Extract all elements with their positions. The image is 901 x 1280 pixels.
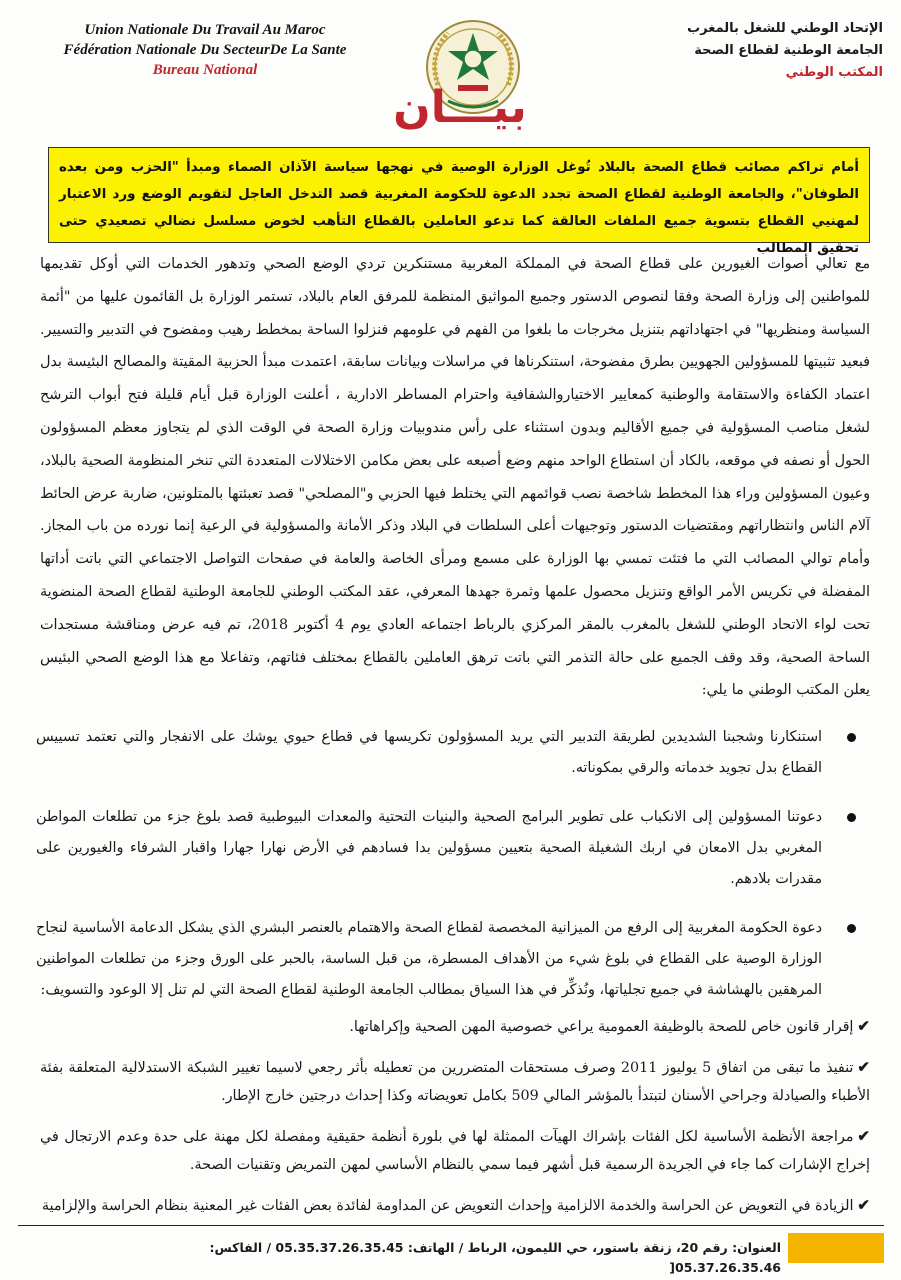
header-fr-federation: Fédération Nationale Du SecteurDe La Sante	[63, 42, 347, 58]
footer-divider	[18, 1225, 884, 1226]
check-item	[40, 1122, 870, 1179]
bullet-item	[36, 913, 870, 1006]
demands-checklist	[40, 1012, 870, 1232]
header-fr-union: Union Nationale Du Travail Au Maroc	[84, 22, 326, 38]
footer-accent-bar	[788, 1233, 884, 1263]
bullet-text: دعوة الحكومة المغربية إلى الرفع من الميزانية المخصصة لقطاع الصحة والاهتمام بالعنصر البشري الذي يشكل الدعامة الأساسية لنجاح الوزارة الوصية على القطاع في بلوغ شيء من الأهداف المسطرة، من قبل الساسة، بالحبر على الورق وجزء من تطلعات المواطنين المرهقين بالهشاشة في جميع تجلياتها، ونُذكِّر في هذا السياق بمطالب الجامعة الوطنية لقطاع الصحة التي لم تنل إلا الوعود والتسويف:	[36, 920, 822, 998]
check-text: مراجعة الأنظمة الأساسية لكل الفئات بإشراك الهيآت الممثلة لها في بلورة أنظمة حقيقية ومفصلة لكل مهنة على حدة وعدم الارتجال في إخراج الإشارات كما جاء في الجريدة الرسمية قبل أشهر فيما سمي بالنظام الأساسي لمهن التمريض وتقنيات الصحة.	[40, 1129, 870, 1173]
header-fr-bureau: Bureau National	[152, 62, 258, 78]
bullet-list	[36, 722, 870, 1024]
check-text: الزيادة في التعويض عن الحراسة والخدمة الالزامية وإحداث التعويض عن المداومة لفائدة بعض الفئات غير المعنية بنظام الحراسة والإلزامية	[41, 1198, 854, 1214]
bullet-item	[36, 802, 870, 895]
header-ar-union: الإتحاد الوطني للشغل بالمغرب	[687, 21, 883, 36]
footer-address: العنوان: رقم 20، زنقة باستور، حي الليمون، الرباط / الهاتف: 05.35.37.26.35.45 / الفاكس: 05.37.26.35.46[	[209, 1240, 781, 1275]
statement-paragraph: مع تعالي أصوات الغيورين على قطاع الصحة في المملكة المغربية مستنكرين تردي الوضع الصحي وتدهور الخدمات التي أوكل تقديمها للمواطنين إلى وزارة الصحة وفقا لنصوص الدستور وجميع المواثيق المنظمة للمرفق العام بالبلاد، تستمر الوزارة بل القائمون عليها من "أئمة السياسة ومنظريها" في اجتهاداتهم بتنزيل مخرجات ما بلغوا من الفهم في علومهم فنزلوا الساحة بمخطط رهيب ومفضوح في التدبير والتسيير. فبعيد تثبيتها للمسؤولين الجهويين بطرق مفضوحة، استنكرناها في مراسلات وبيانات سابقة، اعتمدت مبدأ الحزبية المقيتة والمصالح البئيسة بدل اعتماد الكفاءة والاستقامة والوطنية كمعايير الاختياروالشفافية واحترام المساطر الادارية ، أعلنت الوزارة قبل أيام قليلة فتح أبواب الترشح لشغل مناصب المسؤولية في جميع الأقاليم وبدون استثناء على رأس مندوبيات وزارة الصحة في الوقت الذي لم يتجاوز معظم المسؤولون الحول أو نصفه في موقعه، بالكاد أن استطاع الواحد منهم وضع أصبعه على بعض مكامن الاختلالات المتعددة التي تنخر المنظومة الصحية بالبلاد، وعيون المسؤولين وراء هذا المخطط شاخصة نصب قوائمهم التي يختلط فيها الحزبي و"المصلحي" قصد تعبئتها بالمتلونين، ضاربة عرض الحائط آلام الناس وانتظاراتهم ومقتضيات الدستور وتوجيهات أعلى السلطات في البلاد وذكر الأمانة والمسؤولية في الرعية إنما نورده من باب المجاز. وأمام توالي المصائب التي ما فتئت تمسي بها الوزارة على مسمع ومرأى الخاصة والعامة في صفحات التواصل الاجتماعي التي باتت أداتها المفضلة في تكريس الأمر الواقع وتنزيل محصول علمها وثمرة جهدها المعرفي، عقد المكتب الوطني للجامعة الوطنية لقطاع الصحة المنضوية تحت لواء الاتحاد الوطني للشغل بالمغرب بالمقر المركزي بالرباط اجتماعه العادي يوم 4 أكتوبر 2018، تم فيه عرض ومناقشة مستجدات الساحة الصحية، وقد وقف الجميع على حالة التذمر التي باتت ترهق العاملين بالقطاع بمختلف فئاتهم، وتفاعلا مع هذا الوضع الصحي البئيس يعلن المكتب الوطني ما يلي:	[40, 256, 871, 699]
bullet-text: دعوتنا المسؤولين إلى الانكباب على تطوير البرامج الصحية والبنيات التحتية والمعدات البيوطبية قصد بلوغ جزء من تطلعات المواطن المغربي بدل الامعان في اربك الشغيلة الصحية بتعيين مسؤولين بدا فسادهم في الأرض نهارا جهارا واقبار الشرفاء والغيورين على مقدرات بلادهم.	[36, 809, 822, 887]
check-text: تنفيذ ما تبقى من اتفاق 5 يوليوز 2011 وصرف مستحقات المتضررين من تعطيله بأثر رجعي لاسيما تغيير الشبكة الاستدلالية المتعلقة بفئة الأطباء والصيادلة وجراحي الأسنان لتبتدأ بالمؤشر المالي 509 بكامل تعويضاته وكذا إحداث درجتين خارج الإطار.	[40, 1060, 870, 1104]
highlight-summary-box: أمام تراكم مصائب قطاع الصحة بالبلاد تُوغل الوزارة الوصية في نهجها سياسة الآذان الصماء ومبدأ "الحزب ومن بعده الطوفان"، والجامعة الوطنية لقطاع الصحة تجدد الدعوة للحكومة المغربية قصد التدخل العاجل لتقويم الوضع ورد الاعتبار لمهنيي القطاع بتسوية جميع الملفات العالقة كما تدعو العاملين بالقطاع التأهب لخوض مسلسل نضالي تصعيدي حتى تحقيق المطالب	[48, 147, 870, 243]
check-item	[40, 1191, 870, 1220]
check-item	[40, 1012, 870, 1041]
bullet-dot-icon	[847, 924, 856, 933]
header-arabic	[633, 18, 883, 84]
header-ar-office: المكتب الوطني	[785, 65, 883, 80]
checkmark-icon: ✔	[857, 1196, 870, 1214]
bullet-dot-icon	[847, 733, 856, 742]
bullet-text: استنكارنا وشجبنا الشديدين لطريقة التدبير التي يريد المسؤولون تكريسها في قطاع حيوي يوشك على الانفجار والتي تعتمد تسييس القطاع بدل تجويد خدماته والرقي بمكوناته.	[36, 729, 822, 776]
header-ar-federation: الجامعة الوطنية لقطاع الصحة	[694, 43, 883, 58]
checkmark-icon: ✔	[857, 1017, 870, 1035]
checkmark-icon: ✔	[857, 1127, 870, 1145]
check-text: إقرار قانون خاص للصحة بالوظيفة العمومية يراعي خصوصية المهن الصحية وإكراهاتها.	[349, 1019, 854, 1035]
checkmark-icon: ✔	[857, 1058, 870, 1076]
document-title: بيـــان	[393, 82, 527, 133]
header-french	[40, 20, 370, 80]
check-item	[40, 1053, 870, 1110]
bullet-item	[36, 722, 870, 784]
bullet-dot-icon	[847, 813, 856, 822]
